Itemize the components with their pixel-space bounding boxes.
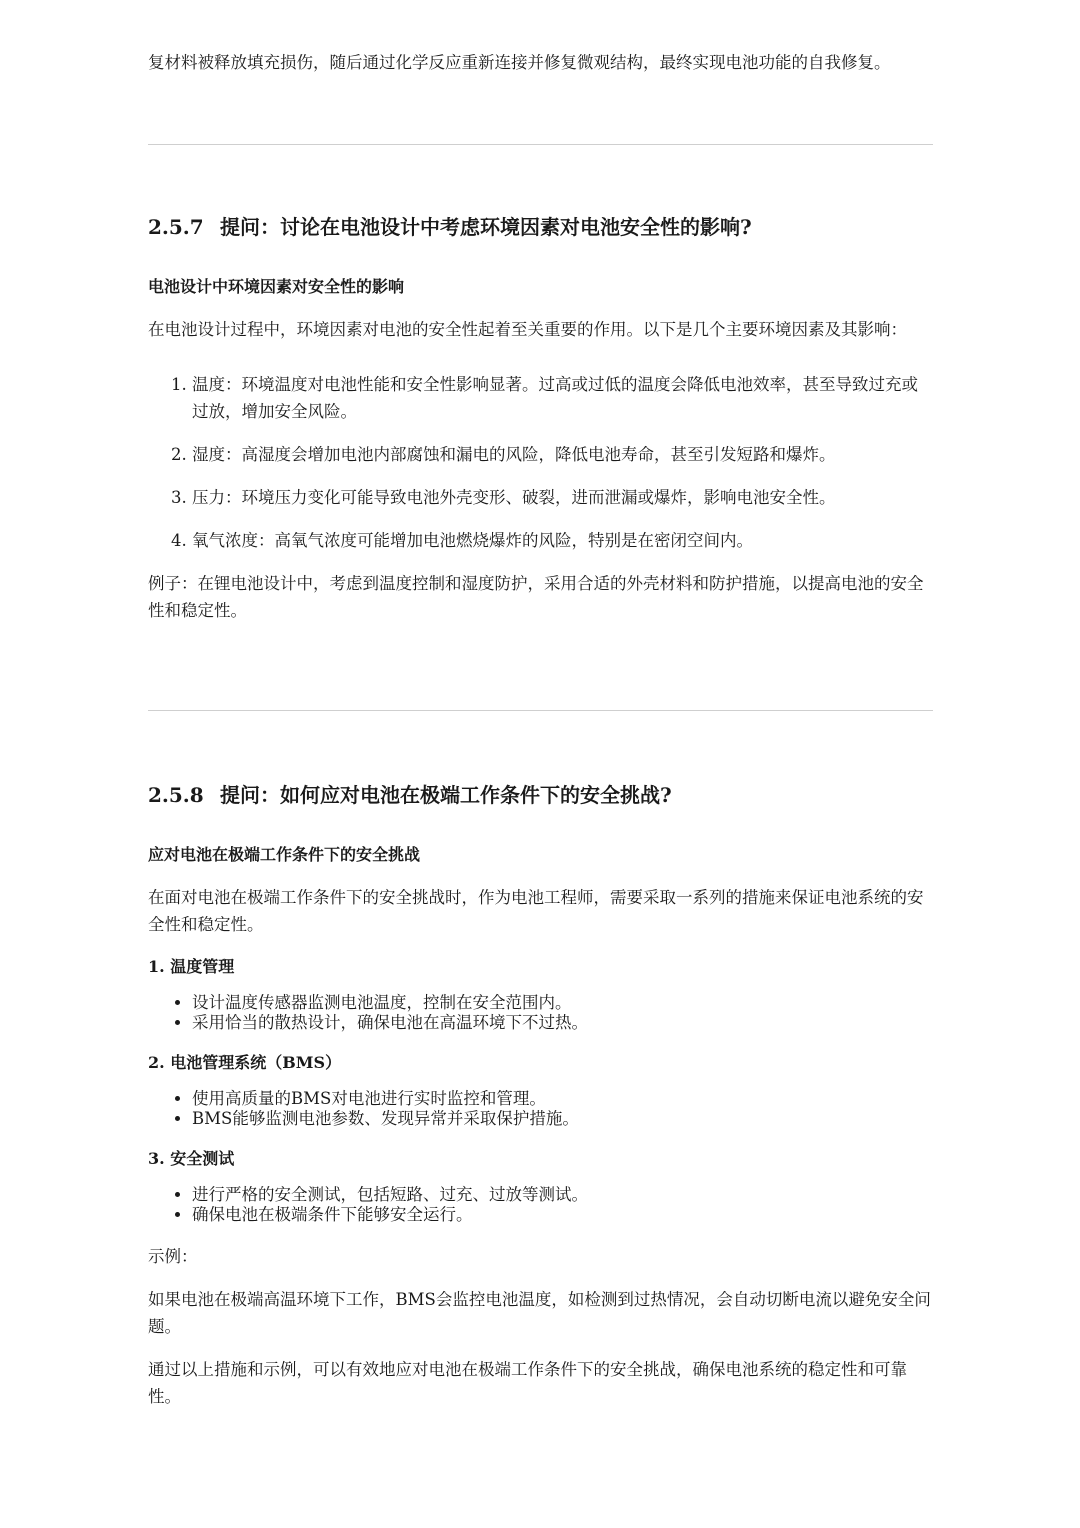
example-label: 示例： — [148, 1247, 198, 1266]
section-title: 提问：讨论在电池设计中考虑环境因素对电池安全性的影响? — [220, 215, 752, 239]
section-2-5-8 — [148, 780, 933, 1410]
step-heading: 1. 温度管理 — [148, 957, 235, 976]
intro-paragraph: 复材料被释放填充损伤，随后通过化学反应重新连接并修复微观结构，最终实现电池功能的自我修复。 — [148, 53, 891, 72]
section-heading — [148, 212, 933, 242]
bullet-list — [148, 993, 933, 1033]
list-item: • BMS能够监测电池参数、发现异常并采取保护措施。 — [192, 1109, 933, 1129]
example-paragraph: 例子：在锂电池设计中，考虑到温度控制和湿度防护，采用合适的外壳材料和防护措施，以提高电池的安全性和稳定性。 — [148, 574, 924, 620]
section-intro: 在面对电池在极端工作条件下的安全挑战时，作为电池工程师，需要采取一系列的措施来保证电池系统的安全性和稳定性。 — [148, 888, 924, 934]
list-item: 4. 氧气浓度：高氧气浓度可能增加电池燃烧爆炸的风险，特别是在密闭空间内。 — [192, 527, 933, 554]
step-heading: 2. 电池管理系统（BMS） — [148, 1053, 342, 1072]
environment-factor-list — [148, 371, 933, 554]
bullet-list — [148, 1089, 933, 1129]
section-subheading: 应对电池在极端工作条件下的安全挑战 — [148, 845, 421, 864]
list-item: • 使用高质量的BMS对电池进行实时监控和管理。 — [192, 1089, 933, 1109]
section-number: 2.5.8 — [148, 783, 204, 807]
section-heading — [148, 780, 933, 810]
list-item: 2. 湿度：高湿度会增加电池内部腐蚀和漏电的风险，降低电池寿命，甚至引发短路和爆炸。 — [192, 441, 933, 468]
conclusion-paragraph: 通过以上措施和示例，可以有效地应对电池在极端工作条件下的安全挑战，确保电池系统的稳定性和可靠性。 — [148, 1360, 907, 1406]
list-item: • 采用恰当的散热设计，确保电池在高温环境下不过热。 — [192, 1013, 933, 1033]
section-intro: 在电池设计过程中，环境因素对电池的安全性起着至关重要的作用。以下是几个主要环境因素及其影响： — [148, 320, 907, 339]
list-item: 3. 压力：环境压力变化可能导致电池外壳变形、破裂，进而泄漏或爆炸，影响电池安全性。 — [192, 484, 933, 511]
section-title: 提问：如何应对电池在极端工作条件下的安全挑战? — [220, 783, 672, 807]
list-item: • 进行严格的安全测试，包括短路、过充、过放等测试。 — [192, 1185, 933, 1205]
section-2-5-7 — [148, 212, 933, 624]
example-paragraph: 如果电池在极端高温环境下工作，BMS会监控电池温度，如检测到过热情况，会自动切断电流以避免安全问题。 — [148, 1290, 931, 1336]
list-item: 1. 温度：环境温度对电池性能和安全性影响显著。过高或过低的温度会降低电池效率，甚至导致过充或过放，增加安全风险。 — [192, 371, 933, 425]
section-subheading: 电池设计中环境因素对安全性的影响 — [148, 277, 405, 296]
step-heading: 3. 安全测试 — [148, 1149, 235, 1168]
section-divider — [148, 710, 933, 711]
list-item: • 确保电池在极端条件下能够安全运行。 — [192, 1205, 933, 1225]
list-item: • 设计温度传感器监测电池温度，控制在安全范围内。 — [192, 993, 933, 1013]
bullet-list — [148, 1185, 933, 1225]
section-divider — [148, 144, 933, 145]
section-number: 2.5.7 — [148, 215, 204, 239]
